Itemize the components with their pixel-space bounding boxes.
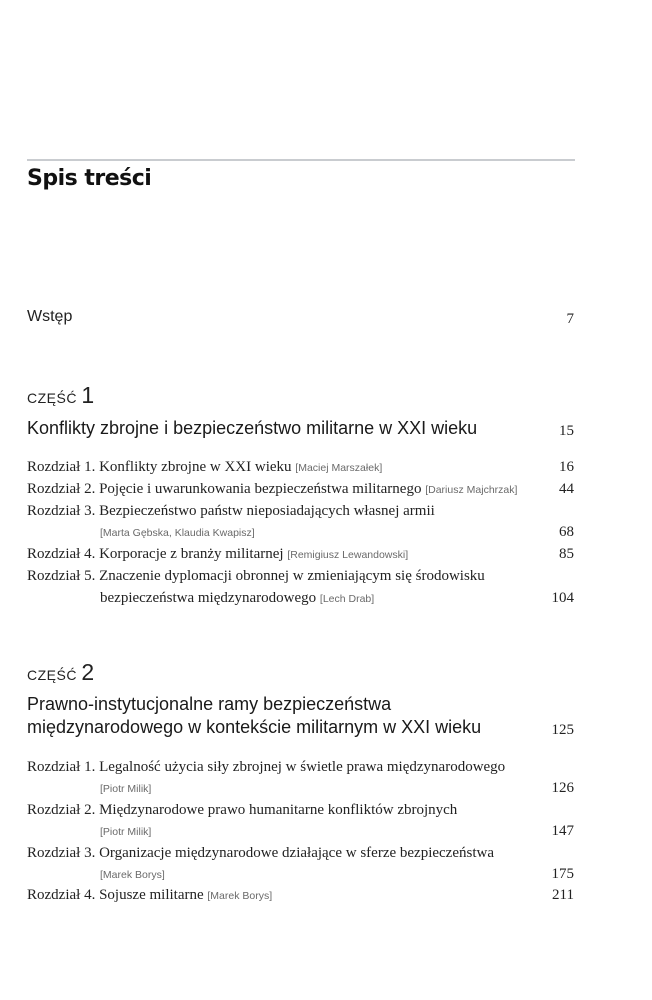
part-label bbox=[27, 659, 94, 686]
page-number: 7 bbox=[566, 311, 574, 327]
page-number: 44 bbox=[559, 481, 574, 497]
part-number: 2 bbox=[81, 659, 95, 685]
chapter-title: Znaczenie dyplomacji obronnej w zmieniającym się środowisku bbox=[99, 568, 485, 584]
chapter-label: Rozdział 4. bbox=[27, 546, 96, 562]
chapter-author: [Remigiusz Lewandowski] bbox=[287, 549, 409, 561]
chapter-entry-continuation[interactable] bbox=[27, 778, 574, 799]
part-title: Prawno-instytucjonalne ramy bezpieczeństwa bbox=[27, 694, 392, 714]
page-number: 15 bbox=[559, 423, 574, 439]
part-prefix: CZĘŚĆ bbox=[27, 390, 77, 406]
chapter-entry[interactable] bbox=[27, 885, 574, 906]
page-number: 125 bbox=[551, 722, 574, 738]
chapter-label: Rozdział 5. bbox=[27, 568, 96, 584]
chapter-entry[interactable] bbox=[27, 501, 574, 522]
page-number: 68 bbox=[559, 524, 574, 540]
part-title-continuation: międzynarodowego w kontekście militarnym w XXI wieku bbox=[27, 717, 482, 737]
chapter-title: Pojęcie i uwarunkowania bezpieczeństwa militarnego bbox=[99, 481, 422, 497]
chapter-author: [Marek Borys] bbox=[207, 890, 273, 902]
page-number: 175 bbox=[551, 866, 574, 882]
page-number: 147 bbox=[551, 823, 574, 839]
chapter-author: [Maciej Marszałek] bbox=[295, 462, 383, 474]
part-number: 1 bbox=[81, 382, 95, 408]
chapter-label: Rozdział 2. bbox=[27, 802, 96, 818]
chapter-title: Sojusze militarne bbox=[99, 887, 204, 903]
part-title: Konflikty zbrojne i bezpieczeństwo militarne w XXI wieku bbox=[27, 418, 478, 438]
chapter-entry-continuation[interactable] bbox=[27, 522, 574, 543]
chapter-entry-continuation[interactable] bbox=[27, 864, 574, 885]
chapter-entry[interactable] bbox=[27, 544, 574, 565]
chapter-author: [Lech Drab] bbox=[319, 593, 375, 605]
part-title-row[interactable] bbox=[27, 417, 574, 440]
chapter-author: [Piotr Milik] bbox=[100, 826, 152, 838]
chapter-author: [Marek Borys] bbox=[100, 869, 165, 881]
page-number: 211 bbox=[552, 887, 574, 903]
chapter-label: Rozdział 3. bbox=[27, 845, 96, 861]
toc-entry-intro[interactable] bbox=[27, 308, 574, 332]
chapter-title: Konflikty zbrojne w XXI wieku bbox=[99, 459, 292, 475]
chapter-entry-continuation[interactable] bbox=[27, 821, 574, 842]
chapter-title: Legalność użycia siły zbrojnej w świetle prawa międzynarodowego bbox=[99, 759, 506, 775]
chapter-entry[interactable] bbox=[27, 566, 574, 587]
page-number: 126 bbox=[551, 780, 574, 796]
part-title-row[interactable] bbox=[27, 716, 574, 739]
chapter-author: [Piotr Milik] bbox=[100, 783, 152, 795]
page-number: 104 bbox=[551, 590, 574, 606]
chapter-label: Rozdział 2. bbox=[27, 481, 96, 497]
part-label bbox=[27, 382, 94, 409]
chapter-title: Bezpieczeństwo państw nieposiadających własnej armii bbox=[99, 503, 435, 519]
chapter-title: Organizacje międzynarodowe działające w sferze bezpieczeństwa bbox=[99, 845, 494, 861]
chapter-author: [Marta Gębska, Klaudia Kwapisz] bbox=[100, 527, 255, 539]
chapter-title: Korporacje z branży militarnej bbox=[99, 546, 284, 562]
chapter-entry[interactable] bbox=[27, 843, 574, 864]
chapter-label: Rozdział 3. bbox=[27, 503, 96, 519]
chapter-author: [Dariusz Majchrzak] bbox=[425, 484, 518, 496]
chapter-title: Międzynarodowe prawo humanitarne konfliktów zbrojnych bbox=[99, 802, 458, 818]
chapter-entry[interactable] bbox=[27, 757, 574, 778]
chapter-entry-continuation[interactable] bbox=[27, 588, 574, 609]
chapter-entry[interactable] bbox=[27, 800, 574, 821]
chapter-entry[interactable] bbox=[27, 479, 574, 500]
chapter-label: Rozdział 1. bbox=[27, 759, 96, 775]
chapter-title-continuation: bezpieczeństwa międzynarodowego bbox=[100, 590, 317, 606]
part-title-row[interactable] bbox=[27, 693, 574, 716]
part-prefix: CZĘŚĆ bbox=[27, 667, 77, 683]
page-number: 85 bbox=[559, 546, 574, 562]
chapter-entry[interactable] bbox=[27, 457, 574, 478]
page-title: Spis treści bbox=[27, 166, 152, 191]
intro-label: Wstęp bbox=[27, 308, 73, 325]
page-number: 16 bbox=[559, 459, 574, 475]
chapter-label: Rozdział 1. bbox=[27, 459, 96, 475]
header-rule bbox=[27, 159, 575, 161]
chapter-label: Rozdział 4. bbox=[27, 887, 96, 903]
